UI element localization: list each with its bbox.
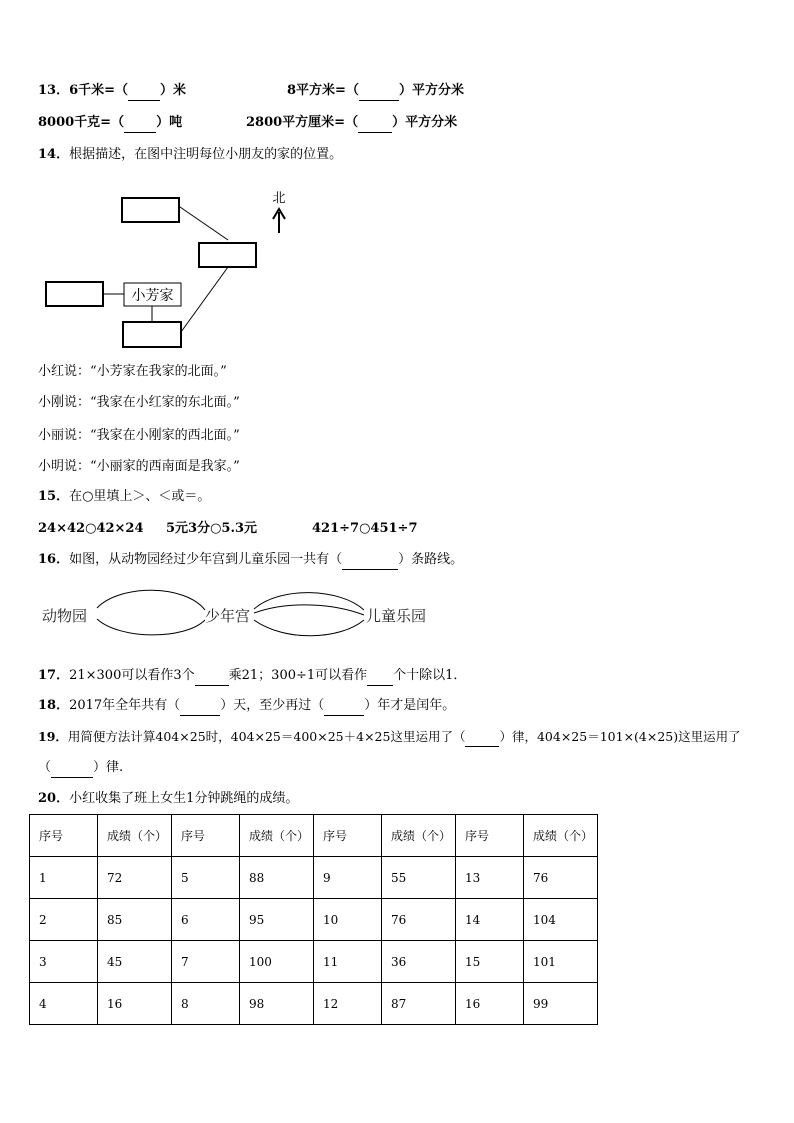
- q16-number: 16．: [38, 552, 70, 567]
- answer-blank[interactable]: [359, 82, 399, 101]
- table-cell: 16: [98, 983, 172, 1025]
- header-cell: 成绩（个）: [98, 815, 172, 857]
- answer-blank[interactable]: [124, 114, 156, 133]
- table-cell: 85: [98, 899, 172, 941]
- q17-number: 17．: [38, 668, 70, 683]
- q14-number: 14．: [38, 147, 70, 162]
- place-children-park: 儿童乐园: [366, 607, 427, 625]
- header-cell: 序号: [30, 815, 98, 857]
- table-cell: 55: [382, 857, 456, 899]
- header-cell: 成绩（个）: [524, 815, 598, 857]
- place-youth-palace: 少年宫: [205, 607, 251, 625]
- table-cell: 15: [456, 941, 524, 983]
- q14-house-map: [0, 180, 794, 370]
- q15-item[interactable]: 24×42○42×24: [38, 521, 144, 536]
- table-cell: 3: [30, 941, 98, 983]
- answer-blank[interactable]: [342, 551, 398, 570]
- q19-number: 19．: [38, 729, 68, 744]
- table-cell: 98: [240, 983, 314, 1025]
- answer-blank[interactable]: [128, 82, 160, 101]
- table-cell: 8: [172, 983, 240, 1025]
- header-cell: 序号: [456, 815, 524, 857]
- answer-blank[interactable]: [51, 759, 93, 778]
- q14-statement: 小丽说：“我家在小刚家的西北面。”: [38, 428, 240, 443]
- table-cell: 1: [30, 857, 98, 899]
- q19-prompt-line2: （ ）律.: [38, 759, 123, 778]
- table-cell: 12: [314, 983, 382, 1025]
- table-cell: 87: [382, 983, 456, 1025]
- q13-item-3: 8000千克=（ ）吨: [38, 114, 182, 133]
- table-cell: 9: [314, 857, 382, 899]
- answer-blank[interactable]: [465, 728, 499, 747]
- q15-prompt: 15．在○里填上＞、＜或＝。: [38, 489, 211, 504]
- table-cell: 13: [456, 857, 524, 899]
- table-cell: 100: [240, 941, 314, 983]
- table-cell: 76: [524, 857, 598, 899]
- table-cell: 104: [524, 899, 598, 941]
- q14-statement: 小明说：“小丽家的西南面是我家。”: [38, 459, 240, 474]
- q19-prompt-line1: 19．用简便方法计算404×25时，404×25＝400×25＋4×25这里运用了（ ）律，404×25＝101×(4×25)这里运用了: [38, 728, 741, 747]
- blank-house-box[interactable]: [46, 282, 103, 306]
- blank-house-box[interactable]: [199, 243, 256, 267]
- q16-route-diagram: [0, 580, 794, 650]
- q18-prompt: 18．2017年全年共有（ ）天，至少再过（ ）年才是闰年。: [38, 697, 455, 716]
- table-cell: 14: [456, 899, 524, 941]
- table-row: [30, 857, 598, 899]
- north-label: 北: [272, 191, 286, 206]
- table-cell: 16: [456, 983, 524, 1025]
- q14-prompt: 14．根据描述，在图中注明每位小朋友的家的位置。: [38, 147, 343, 162]
- table-row: [30, 983, 598, 1025]
- q16-prompt: 16．如图，从动物园经过少年宫到儿童乐园一共有（ ）条路线。: [38, 551, 463, 570]
- table-cell: 5: [172, 857, 240, 899]
- answer-blank[interactable]: [324, 697, 364, 716]
- table-cell: 6: [172, 899, 240, 941]
- table-cell: 36: [382, 941, 456, 983]
- table-row: [30, 899, 598, 941]
- blank-house-box[interactable]: [123, 322, 181, 347]
- q13-item-1: 13．6千米=（ ）米: [38, 82, 186, 101]
- answer-blank[interactable]: [195, 667, 229, 686]
- q13-item-4: 2800平方厘米=（ ）平方分米: [246, 114, 457, 133]
- q17-prompt: 17．21×300可以看作3个 乘21；300÷1可以看作 个十除以1．: [38, 667, 466, 686]
- xiaofang-home-label: 小芳家: [131, 288, 174, 304]
- q18-number: 18．: [38, 698, 70, 713]
- q15-item[interactable]: 5元3分○5.3元: [166, 521, 258, 536]
- table-header-row: [30, 815, 598, 857]
- header-cell: 成绩（个）: [240, 815, 314, 857]
- table-cell: 99: [524, 983, 598, 1025]
- answer-blank[interactable]: [358, 114, 392, 133]
- q20-number: 20．: [38, 791, 70, 806]
- q15-number: 15．: [38, 489, 70, 504]
- q14-statement: 小刚说：“我家在小红家的东北面。”: [38, 395, 240, 410]
- answer-blank[interactable]: [180, 697, 220, 716]
- q13-item-2: 8平方米=（ ）平方分米: [287, 82, 464, 101]
- table-cell: 76: [382, 899, 456, 941]
- header-cell: 序号: [314, 815, 382, 857]
- table-cell: 95: [240, 899, 314, 941]
- header-cell: 成绩（个）: [382, 815, 456, 857]
- table-cell: 10: [314, 899, 382, 941]
- q15-item[interactable]: 421÷7○451÷7: [312, 521, 418, 536]
- answer-blank[interactable]: [367, 667, 393, 686]
- table-cell: 45: [98, 941, 172, 983]
- q14-statement: 小红说：“小芳家在我家的北面。”: [38, 364, 227, 379]
- blank-house-box[interactable]: [122, 198, 179, 222]
- table-cell: 11: [314, 941, 382, 983]
- table-cell: 101: [524, 941, 598, 983]
- q20-prompt: 20．小红收集了班上女生1分钟跳绳的成绩。: [38, 791, 299, 806]
- q13-number: 13．: [38, 83, 70, 98]
- table-cell: 72: [98, 857, 172, 899]
- jump-rope-score-table: [29, 814, 598, 1025]
- table-cell: 4: [30, 983, 98, 1025]
- table-cell: 7: [172, 941, 240, 983]
- header-cell: 序号: [172, 815, 240, 857]
- table-cell: 2: [30, 899, 98, 941]
- place-zoo: 动物园: [42, 607, 88, 625]
- table-cell: 88: [240, 857, 314, 899]
- table-row: [30, 941, 598, 983]
